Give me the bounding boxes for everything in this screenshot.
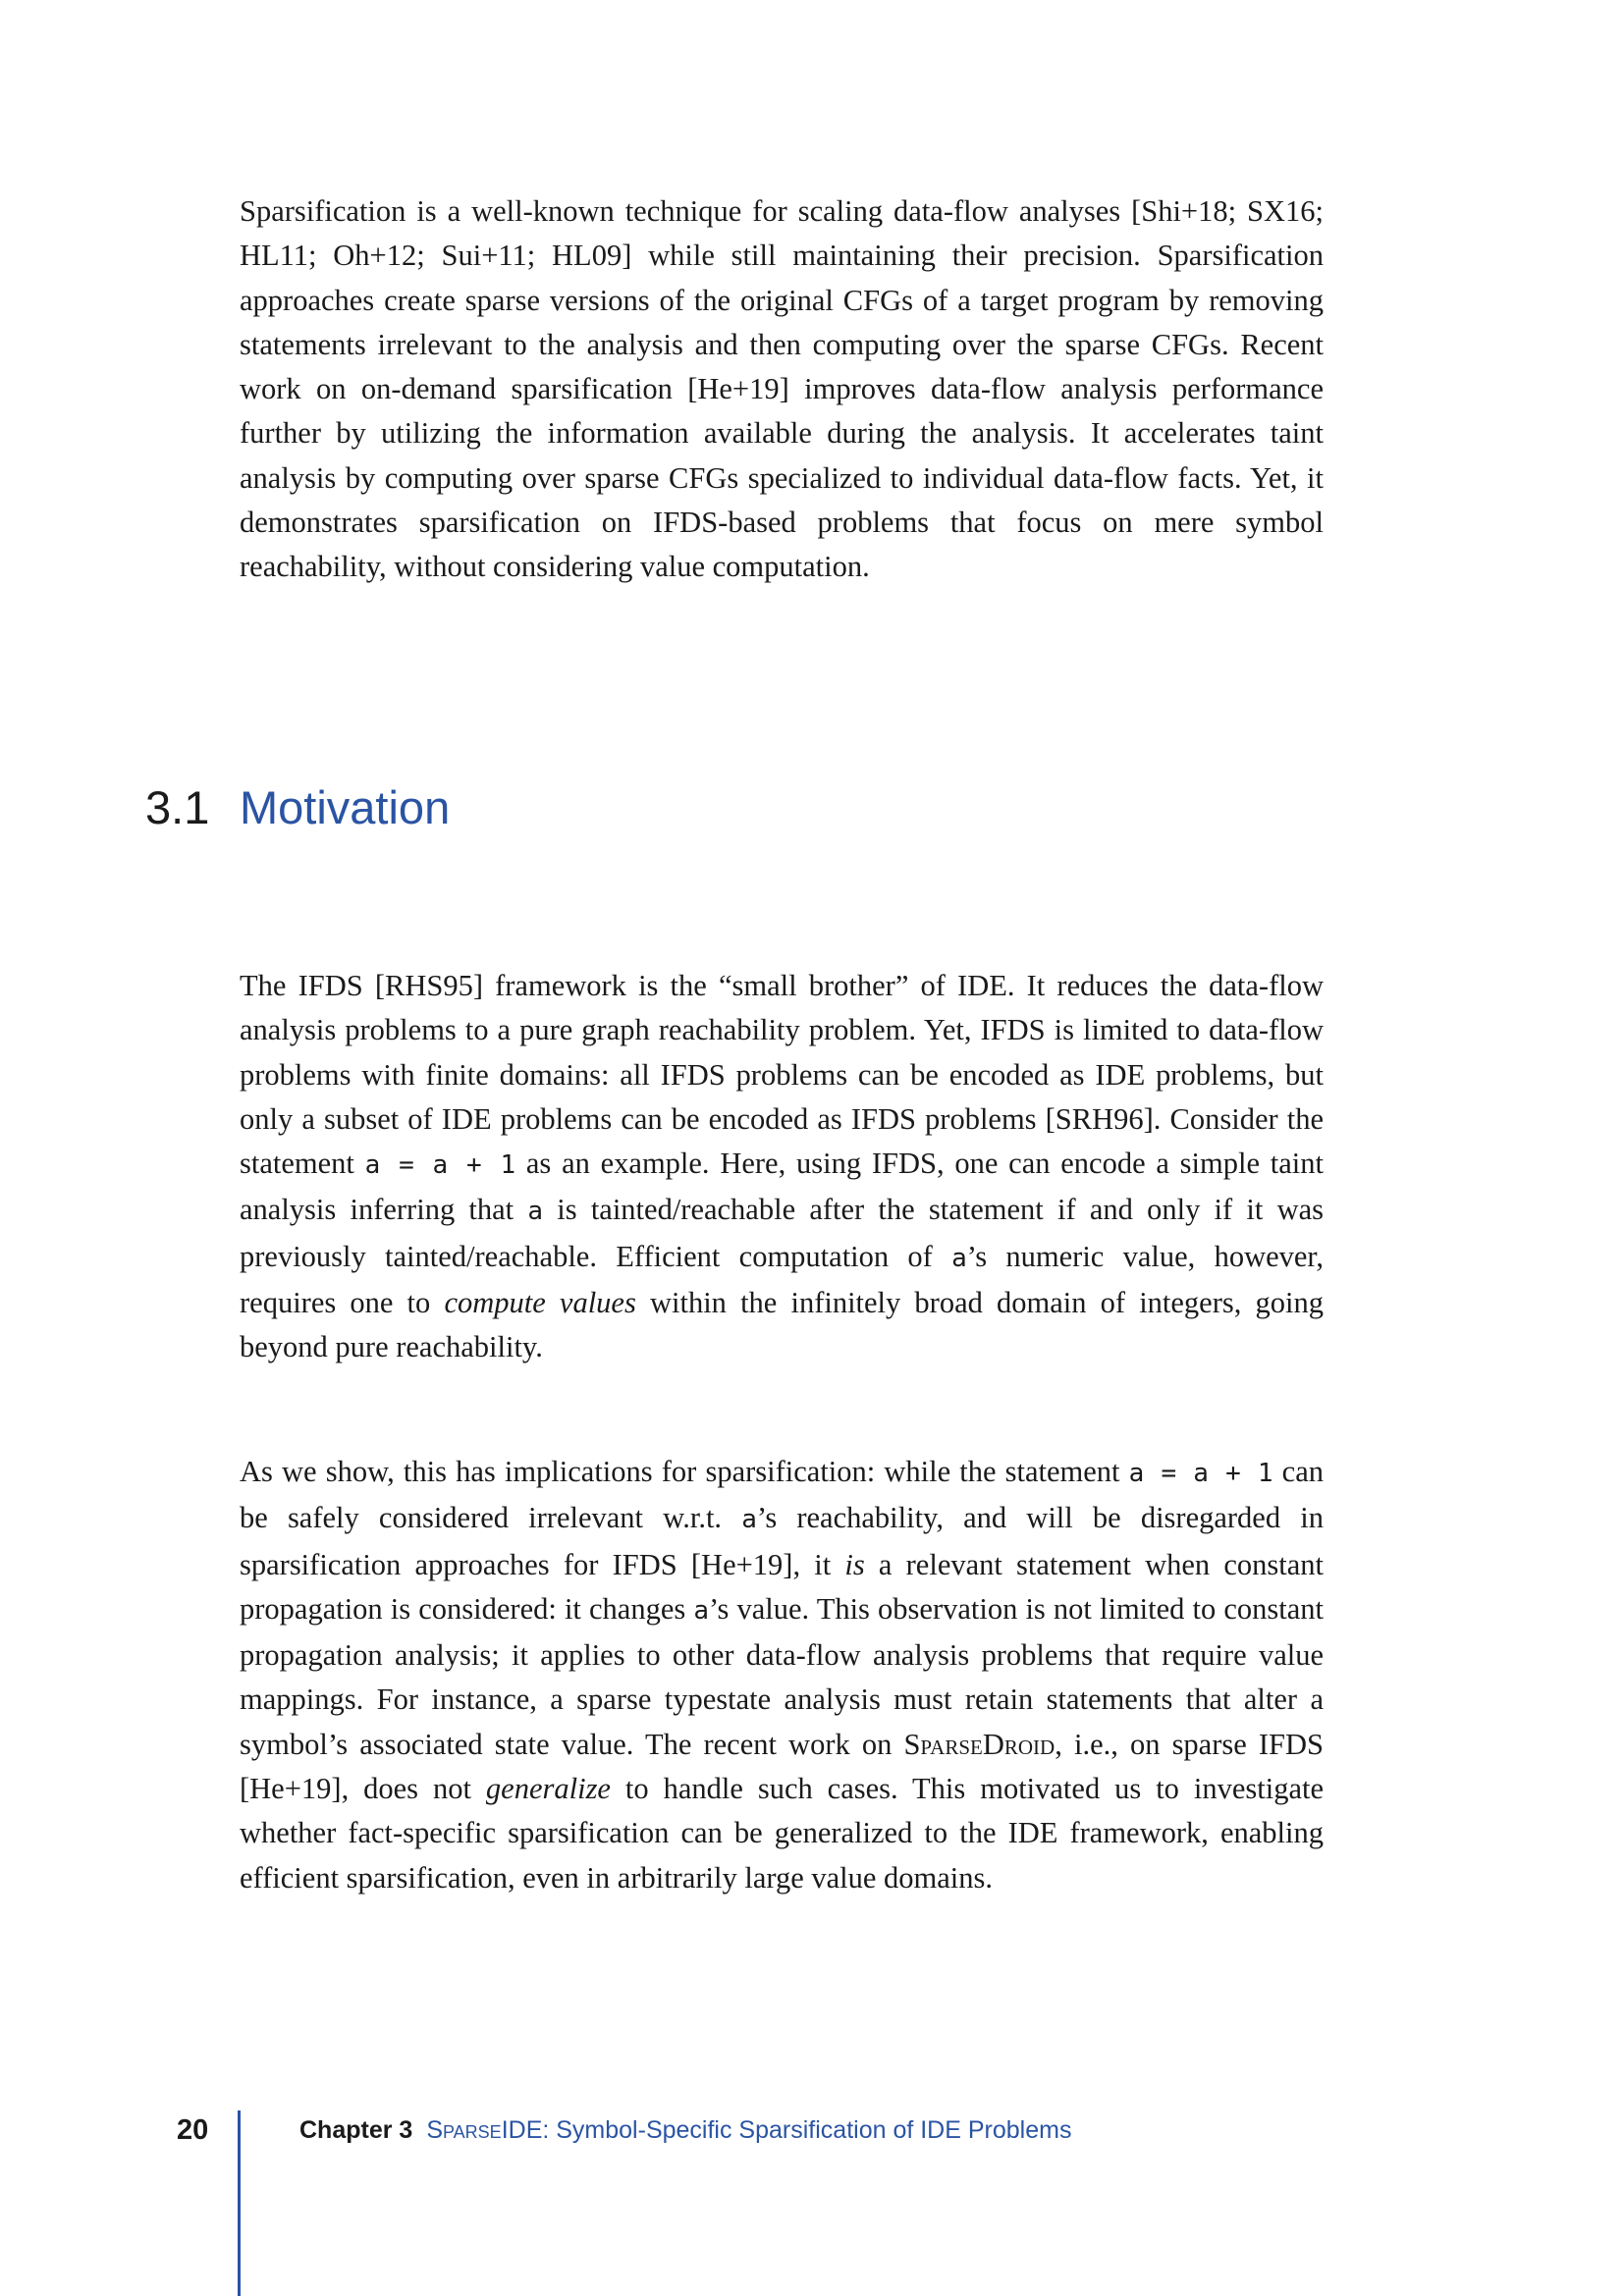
section-title: Motivation bbox=[240, 781, 451, 833]
inline-code: a = a + 1 bbox=[1128, 1459, 1273, 1488]
intro-paragraph: Sparsification is a well-known technique for scaling data-flow analyses [Shi+18; SX16; HL11; Oh+12; Sui+11; HL09] while still maintaining their precision. Sparsification approaches create sparse versions of the original CFGs of a target program by removing statements irrelevant to the analysis and then computing over the sparse CFGs. Recent work on on-demand sparsification [He+19] improves data-flow analysis performance further by utilizing the information available during the analysis. It accelerates taint analysis by computing over sparse CFGs specialized to individual data-flow facts. Yet, it demonstrates sparsification on IFDS-based problems that focus on mere symbol reachability, without considering value computation. bbox=[240, 194, 1324, 584]
footer-rule bbox=[238, 2110, 241, 2296]
inline-code: a = a + 1 bbox=[364, 1150, 516, 1181]
page-number: 20 bbox=[177, 2114, 209, 2146]
running-footer bbox=[299, 2114, 1071, 2146]
section-number: 3.1 bbox=[145, 781, 210, 833]
inline-code: a bbox=[693, 1595, 710, 1626]
emphasis: generalize bbox=[485, 1772, 611, 1806]
inline-code: a bbox=[527, 1197, 544, 1227]
emphasis: compute values bbox=[444, 1286, 636, 1320]
inline-code: a bbox=[741, 1505, 757, 1535]
motivation-paragraph-2: As we show, this has implications for sparsification: while the statement a = a + 1 can be safely considered irrelevant w.r.t. a’s reachability, and will be disregarded in sparsification approaches for IFDS [He+19], it is a relevant statement when constant propagation is considered: it changes a’s value. This observation is not limited to constant propagation analysis; it applies to other data-flow analysis problems that require value mappings. For instance, a sparse typestate analysis must retain statements that alter a symbol’s associated state value. The recent work on SparseDroid, i.e., on sparse IFDS [He+19], does not generalize to handle such cases. This motivated us to investigate whether fact-specific sparsification can be generalized to the IDE framework, enabling efficient sparsification, even in arbitrarily large value domains. bbox=[240, 1455, 1325, 1895]
inline-code: a bbox=[951, 1243, 967, 1273]
motivation-paragraph-1: The IFDS [RHS95] framework is the “small brother” of IDE. It reduces the data-flow analysis problems to a pure graph reachability problem. Yet, IFDS is limited to data-flow problems with finite domains: all IFDS problems can be encoded as IDE problems, but only a subset of IDE problems can be encoded as IFDS problems [SRH96]. Consider the statement a = a + 1 as an example. Here, using IFDS, one can encode a simple taint analysis inferring that a is tainted/reachable after the statement if and only if it was previously tainted/reachable. Efficient computation of a’s numeric value, however, requires one to compute values within the infinitely broad domain of integers, going beyond pure reachability. bbox=[240, 969, 1324, 1364]
chapter-label: Chapter 3 bbox=[299, 2116, 413, 2144]
section-heading bbox=[145, 780, 450, 835]
emphasis: is bbox=[844, 1547, 865, 1581]
small-caps-name: SparseDroid bbox=[903, 1727, 1056, 1761]
chapter-title: SparseIDE: Symbol-Specific Sparsification of IDE Problems bbox=[426, 2116, 1072, 2144]
